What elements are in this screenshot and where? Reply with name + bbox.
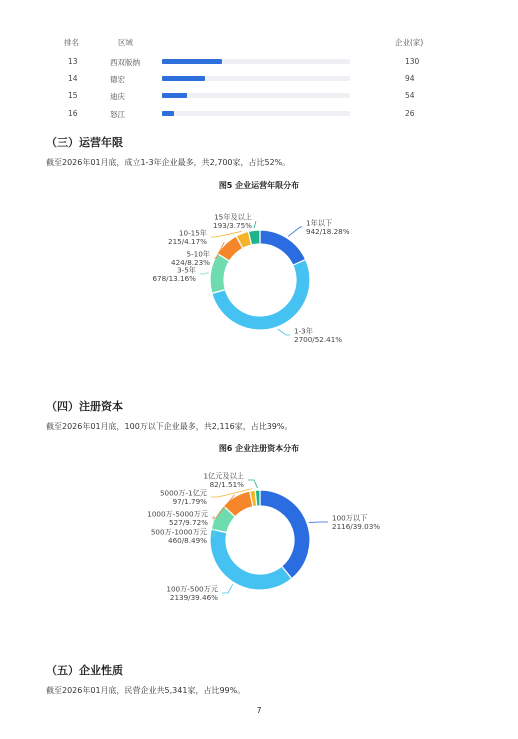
chart6-donut	[0, 460, 518, 620]
pie-slice-value: 193/3.75%	[213, 221, 252, 230]
pie-slice-label: 500万-1000万元	[150, 527, 207, 537]
pie-slice	[260, 490, 310, 579]
table-row-value: 94	[405, 74, 415, 83]
pie-slice-value: 678/13.16%	[152, 274, 196, 283]
table-row-value: 26	[405, 109, 415, 118]
pie-leader-line	[200, 273, 209, 274]
table-row-rank: 13	[68, 57, 78, 66]
table-row-region: 怒江	[110, 110, 125, 119]
pie-slice-value: 97/1.79%	[172, 497, 207, 506]
pie-slice-value: 527/9.72%	[169, 518, 208, 527]
pie-leader-line	[288, 227, 302, 236]
pie-slice-value: 942/18.28%	[306, 227, 350, 236]
pie-slice-label: 5-10年	[186, 249, 210, 259]
table-row-region: 西双版纳	[110, 58, 140, 67]
pie-slice-label: 100万-500万元	[166, 584, 218, 594]
pie-slice-label: 1-3年	[294, 326, 313, 336]
chart5-title: 图5 企业运营年限分布	[218, 181, 300, 190]
rank-header: 排名	[64, 38, 79, 47]
table-row-bar-track	[162, 76, 350, 81]
section4-text: 截至2026年01月底，100万以下企业最多，共2,116家，占比39%。	[46, 422, 293, 431]
pie-slice-label: 3-5年	[177, 265, 196, 275]
count-header: 企业(家)	[395, 38, 424, 47]
pie-slice-label: 15年及以上	[214, 212, 252, 222]
pie-slice	[210, 529, 292, 590]
chart5-donut	[0, 195, 518, 365]
pie-slice	[255, 490, 260, 506]
pie-slice-label: 1亿元及以上	[203, 471, 244, 481]
page-number: 7	[256, 706, 262, 715]
pie-leader-line	[278, 329, 290, 335]
section5-title: （五）企业性质	[46, 664, 123, 677]
table-row-bar-track	[162, 59, 350, 64]
pie-slice-label: 5000万-1亿元	[159, 488, 207, 498]
pie-slice-label: 1年以下	[306, 218, 333, 228]
table-row-rank: 15	[68, 91, 78, 100]
pie-slice-value: 2139/39.46%	[169, 593, 218, 602]
pie-slice-value: 82/1.51%	[209, 480, 244, 489]
table-row-bar	[162, 93, 187, 98]
table-row-region: 迪庆	[110, 92, 125, 101]
pie-slice-value: 460/8.49%	[168, 536, 207, 545]
pie-slice-value: 2700/52.41%	[294, 335, 343, 344]
table-row-value: 54	[405, 91, 415, 100]
pie-leader-line	[222, 584, 233, 593]
table-row-region: 德宏	[110, 75, 125, 84]
table-row-rank: 16	[68, 109, 78, 118]
table-row-bar-track	[162, 111, 350, 116]
pie-slice-label: 100万以下	[332, 513, 368, 523]
pie-slice	[212, 260, 310, 330]
section3-text: 截至2026年01月底，成立1-3年企业最多，共2,700家，占比52%。	[46, 158, 291, 167]
pie-slice-value: 2116/39.03%	[332, 522, 381, 531]
pie-slice-label: 10-15年	[178, 228, 207, 238]
pie-leader-line	[254, 221, 256, 228]
pie-slice-label: 1000万-5000万元	[147, 509, 208, 519]
region-header: 区域	[118, 38, 133, 47]
table-row-rank: 14	[68, 74, 78, 83]
section4-title: （四）注册资本	[46, 400, 123, 413]
section3-title: （三）运营年限	[46, 136, 123, 149]
pie-slice	[260, 230, 306, 265]
table-row-value: 130	[405, 57, 420, 66]
table-row-bar-track	[162, 93, 350, 98]
pie-slice-value: 215/4.17%	[168, 237, 207, 246]
table-row-bar	[162, 111, 174, 116]
pie-leader-line	[248, 480, 258, 488]
chart6-title: 图6 企业注册资本分布	[218, 444, 300, 453]
section5-text: 截至2026年01月底，民营企业共5,341家，占比99%。	[46, 686, 246, 695]
table-row-bar	[162, 59, 222, 64]
pie-slice-value: 424/8.23%	[171, 258, 210, 267]
table-row-bar	[162, 76, 205, 81]
